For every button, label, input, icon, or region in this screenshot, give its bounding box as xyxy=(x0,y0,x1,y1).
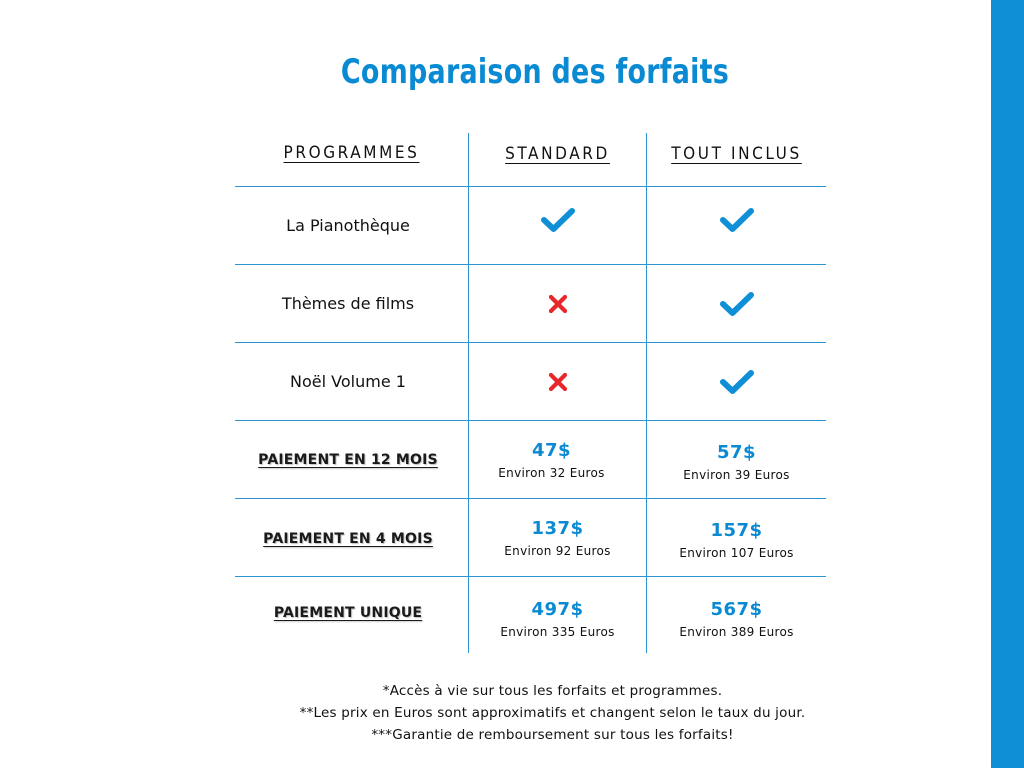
price-euros: Environ 107 Euros xyxy=(679,545,794,560)
column-header-standard: STANDARD xyxy=(505,144,610,164)
header-cell-programmes xyxy=(235,133,468,173)
check-icon xyxy=(647,343,826,420)
price-cell-standard xyxy=(463,421,640,498)
cross-icon xyxy=(469,343,646,420)
payment-label: PAIEMENT EN 12 MOIS xyxy=(258,451,438,468)
price-euros: Environ 92 Euros xyxy=(504,543,611,558)
page-title: Comparaison des forfaits xyxy=(340,52,730,92)
price-cell-tout-inclus xyxy=(647,580,826,657)
payment-label: PAIEMENT UNIQUE xyxy=(273,605,423,621)
check-icon xyxy=(647,187,826,253)
price-value: 47$ xyxy=(531,439,572,461)
price-cell-standard xyxy=(469,499,646,576)
payment-label: PAIEMENT EN 4 MOIS xyxy=(263,530,433,547)
price-value: 57$ xyxy=(716,441,757,463)
price-value: 567$ xyxy=(710,598,763,620)
price-value: 157$ xyxy=(710,519,763,541)
price-value: 137$ xyxy=(531,517,584,539)
cross-icon xyxy=(469,265,646,342)
footnote-lifetime-access: *Accès à vie sur tous les forfaits et programmes. xyxy=(382,683,723,699)
side-accent-bar xyxy=(991,0,1024,768)
column-header-tout-inclus: TOUT INCLUS xyxy=(671,144,802,164)
price-cell-tout-inclus xyxy=(647,423,826,500)
check-icon xyxy=(647,265,826,342)
price-value: 497$ xyxy=(531,598,584,620)
footnotes xyxy=(230,680,875,746)
table-row xyxy=(235,577,461,649)
program-label: Thèmes de films xyxy=(281,294,415,313)
price-euros: Environ 39 Euros xyxy=(683,467,790,482)
header-cell-standard xyxy=(469,134,646,174)
table-row xyxy=(235,265,461,342)
footnote-euro-prices: **Les prix en Euros sont approximatifs et changent selon le taux du jour. xyxy=(299,705,806,721)
table-row xyxy=(235,343,461,420)
check-icon xyxy=(469,187,646,253)
program-label: Noël Volume 1 xyxy=(290,372,406,391)
price-cell-standard xyxy=(469,580,646,657)
table-row xyxy=(235,421,461,498)
program-label: La Pianothèque xyxy=(286,216,410,235)
column-header-programmes: PROGRAMMES xyxy=(283,143,420,163)
table-row xyxy=(235,187,461,264)
header-cell-tout-inclus xyxy=(647,134,826,174)
price-euros: Environ 389 Euros xyxy=(679,624,794,639)
price-cell-tout-inclus xyxy=(647,501,826,578)
table-row xyxy=(235,499,461,578)
price-euros: Environ 32 Euros xyxy=(498,465,605,480)
price-euros: Environ 335 Euros xyxy=(500,624,615,639)
footnote-refund-guarantee: ***Garantie de remboursement sur tous les forfaits! xyxy=(371,727,734,743)
